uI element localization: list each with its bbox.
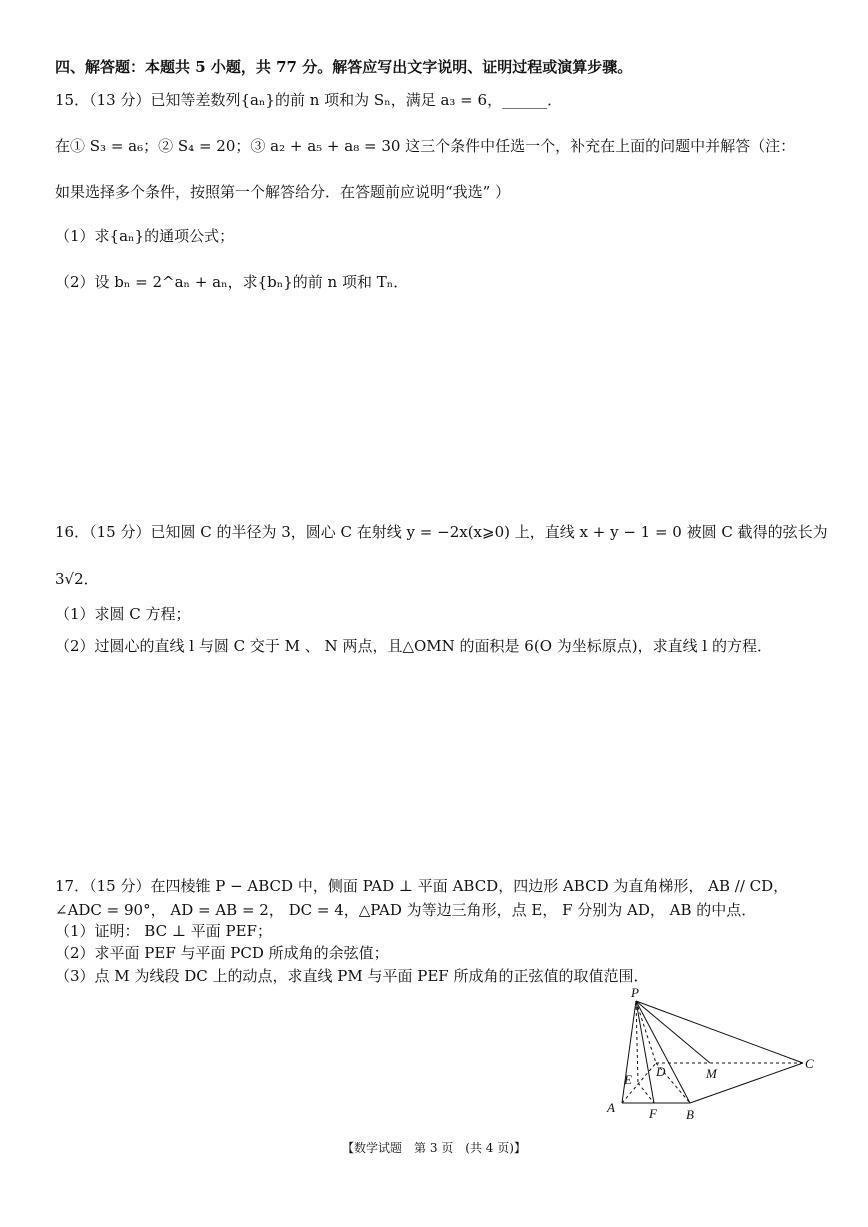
q16-part1: （1）求圆 C 方程； — [55, 605, 191, 623]
page-footer: 【数学试题 第 3 页 (共 4 页)】 — [342, 1141, 526, 1155]
label-D: D — [656, 1064, 666, 1079]
edge-PM — [636, 1001, 710, 1063]
label-B: B — [686, 1107, 694, 1122]
pyramid-figure — [598, 983, 838, 1123]
q15-conditions: 在① S₃ = a₆；② S₄ = 20；③ a₂ + a₅ + a₈ = 30 这三个条件中任选一个，补充在上面的问题中并解答（注： — [55, 137, 796, 155]
q15-part1: （1）求{aₙ}的通项公式； — [55, 227, 235, 245]
label-M: M — [706, 1066, 717, 1081]
edge-PB — [636, 1001, 690, 1103]
edge-PA — [622, 1001, 636, 1103]
q17-part3: （3）点 M 为线段 DC 上的动点，求直线 PM 与平面 PEF 所成角的正弦值的取值范围． — [55, 967, 649, 985]
q15-part2: （2）设 bₙ = 2^aₙ + aₙ，求{bₙ}的前 n 项和 Tₙ． — [55, 273, 409, 291]
q16-stem-cont: 3√2． — [55, 570, 99, 588]
label-F: F — [649, 1106, 657, 1121]
q17-stem: 17．（15 分）在四棱锥 P − ABCD 中，侧面 PAD ⊥ 平面 ABCD，四边形 ABCD 为直角梯形， AB // CD， — [55, 877, 789, 895]
label-A: A — [607, 1100, 615, 1115]
q17-stem-cont: ∠ADC = 90°， AD = AB = 2， DC = 4，△PAD 为等边三角形，点 E， F 分别为 AD， AB 的中点． — [55, 901, 757, 919]
label-C: C — [805, 1056, 814, 1071]
edge-PC — [636, 1001, 803, 1063]
q15-stem: 15．（13 分）已知等差数列{aₙ}的前 n 项和为 Sₙ，满足 a₃ = 6，______． — [55, 91, 563, 109]
q16-part2: （2）过圆心的直线 l 与圆 C 交于 M 、 N 两点，且△OMN 的面积是 6(O 为坐标原点)，求直线 l 的方程． — [55, 637, 772, 655]
q16-stem: 16．（15 分）已知圆 C 的半径为 3，圆心 C 在射线 y = −2x(x⩾0) 上，直线 x + y − 1 = 0 被圆 C 截得的弦长为 — [55, 523, 828, 541]
section-header: 四、解答题：本题共 5 小题，共 77 分。解答应写出文字说明、证明过程或演算步骤。 — [55, 58, 633, 76]
edge-EF — [638, 1083, 654, 1103]
edge-PF — [636, 1001, 654, 1103]
q15-note: 如果选择多个条件，按照第一个解答给分．在答题前应说明“我选” ） — [55, 183, 511, 201]
label-E: E — [624, 1072, 632, 1087]
q17-part2: （2）求平面 PEF 与平面 PCD 所成角的余弦值； — [55, 944, 389, 962]
q17-part1: （1）证明： BC ⊥ 平面 PEF； — [55, 922, 272, 940]
label-P: P — [631, 985, 639, 1000]
edge-PD — [636, 1001, 656, 1063]
